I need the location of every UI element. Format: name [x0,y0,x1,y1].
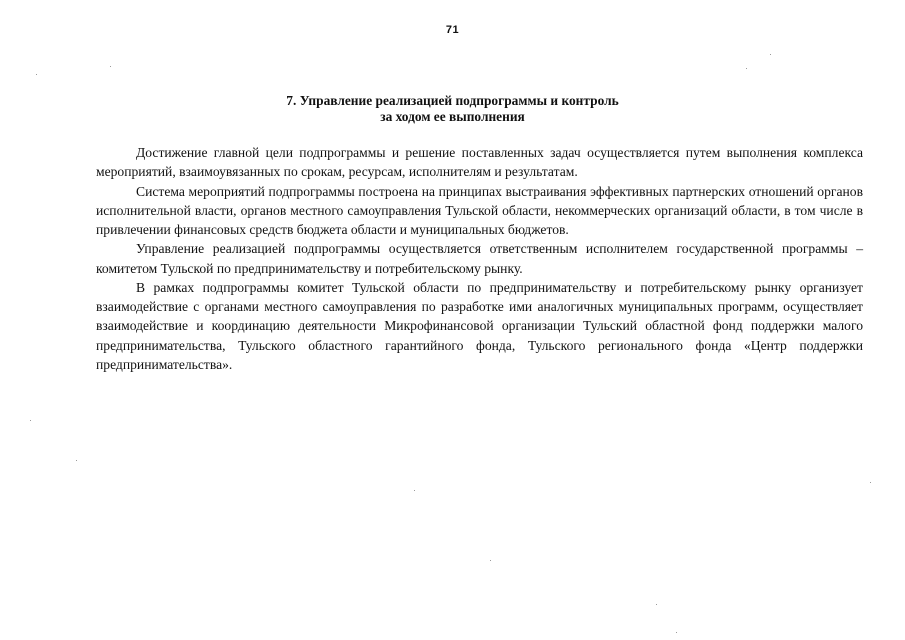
scan-speck [676,632,677,633]
section-heading [0,93,905,125]
scan-speck [870,482,871,483]
page-number: 71 [445,24,460,36]
paragraph-goal: Достижение главной цели подпрограммы и решение поставленных задач осуществляется путем выполнения комплекса мероприятий, взаимоувязанных по срокам, ресурсам, исполнителям и результатам. [96,145,863,180]
scan-speck [414,490,415,491]
scan-speck [746,68,747,69]
paragraph-management: Управление реализацией подпрограммы осуществляется ответственным исполнителем государственной программы – комитетом Тульской по предпринимательству и потребительскому рынку. [96,241,863,276]
scan-speck [490,560,491,561]
scan-speck [770,54,771,55]
scan-speck [656,604,657,605]
section-heading-line-2: за ходом ее выполнения [380,109,525,124]
paragraph-system: Система мероприятий подпрограммы построена на принципах выстраивания эффективных партнерских отношений органов исполнительной власти, органов местного самоуправления Тульской области, некоммерческих организаций области, в том числе в привлечении финансовых средств бюджета области и муниципальных бюджетов. [96,183,863,237]
body-text [96,143,863,374]
scan-speck [110,66,111,67]
section-heading-line-1: 7. Управление реализацией подпрограммы и контроль [286,93,619,108]
scan-speck [76,460,77,461]
paragraph-interaction: В рамках подпрограммы комитет Тульской области по предпринимательству и потребительскому рынку организует взаимодействие с органами местного самоуправления по разработке ими аналогичных муниципальных программ, осуществляет взаимодействие и координацию деятельности Микрофинансовой организации Тульский областной фонд поддержки малого предпринимательства, Тульского областного гарантийного фонда, Тульского регионального фонда «Центр поддержки предпринимательства». [96,279,863,372]
scan-speck [36,74,37,75]
scan-speck [30,420,31,421]
